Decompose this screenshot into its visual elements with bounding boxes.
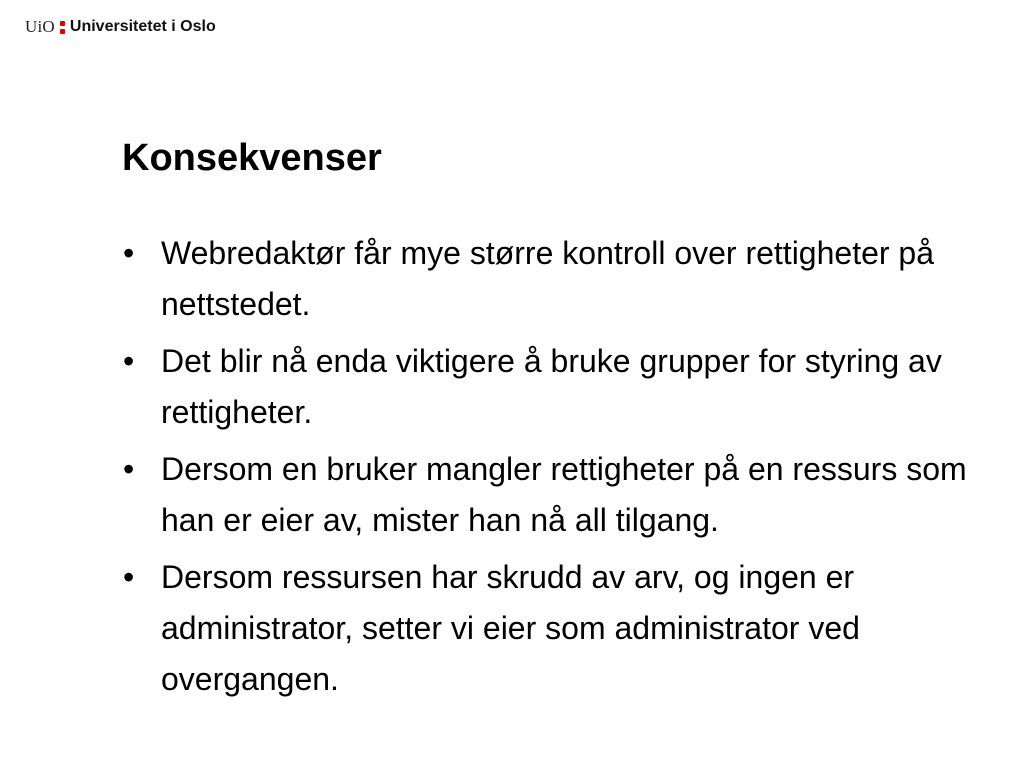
bullet-text: Dersom en bruker mangler rettigheter på en ressurs som han er eier av, mister han nå all tilgang. [161,451,967,538]
bullet-item [122,336,1002,438]
logo-abbreviation: UiO [25,17,55,36]
bullet-marker-icon: • [123,451,135,487]
bullet-text: Dersom ressursen har skrudd av arv, og ingen er administrator, setter vi eier som administrator ved overgangen. [161,559,860,697]
bullet-item [122,228,1002,330]
bullet-item [122,552,1002,705]
bullet-marker-icon: • [123,559,135,595]
uio-logo [25,17,216,37]
logo-colon-mark-icon [60,20,65,34]
logo-university-name: Universitetet i Oslo [69,18,216,35]
bullet-text: Webredaktør får mye større kontroll over rettigheter på nettstedet. [161,235,935,322]
bullet-item [122,444,1002,546]
bullet-marker-icon: • [123,235,135,271]
bullet-text: Det blir nå enda viktigere å bruke grupper for styring av rettigheter. [161,343,942,430]
slide-title: Konsekvenser [122,137,382,179]
bullet-list [122,228,1002,711]
bullet-marker-icon: • [123,343,135,379]
